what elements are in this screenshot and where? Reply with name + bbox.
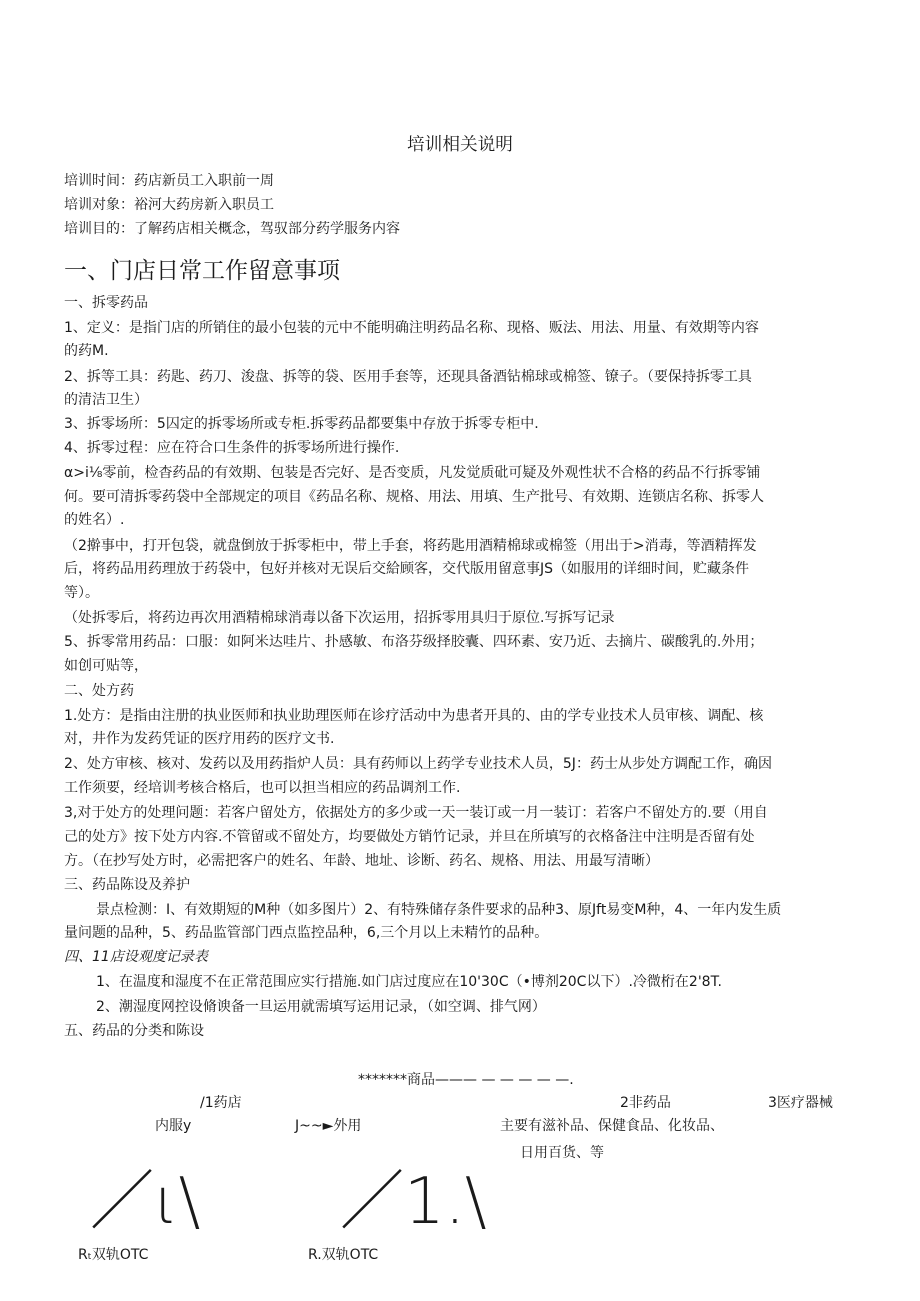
paragraph-line: 后，将药品用药理放于药袋中，包好并核对无误后交給顾客，交代版用留意事JS（如服用的详细时间，贮藏条件 bbox=[64, 561, 750, 577]
diagram-external: J~~►外用 bbox=[295, 1118, 362, 1134]
paragraph-line: 量问题的品种，5、药品监管部门西点监控品种，6,三个月以上未精竹的品种。 bbox=[64, 925, 549, 941]
paragraph-line: 1、在温度和湿度不在正常范围应实行措施.如门店过度应在10'30C（•博剂20C以下）.冷微桁在2'8T. bbox=[96, 974, 722, 990]
paragraph-line: 对，井作为发药凭证的医疗用药的医疗文书. bbox=[64, 731, 335, 747]
paragraph-line: 5、拆零常用药品：口服：如阿米达哇片、扑感敏、布洛芬级择胶囊、四环素、安乃近、去摘片、碳酸乳的.外用； bbox=[64, 634, 764, 650]
paragraph-line: 2、处方审核、核对、发药以及用药指炉人员：具有药师以上药学专业技术人员，5J：药士从步处方调配工作，确因 bbox=[64, 756, 772, 772]
diagram-branch-glyph: ／ι\ bbox=[90, 1165, 201, 1239]
paragraph-line: 2、潮湿度网控设脩谀备一旦运用就需填写运用记录，（如空调、排气网） bbox=[96, 999, 546, 1015]
subheading: 一、拆零药品 bbox=[64, 295, 148, 311]
diagram-oral: 内服y bbox=[155, 1118, 192, 1134]
paragraph-line: 的姓名）. bbox=[64, 512, 125, 528]
paragraph-line: 如创可贴等， bbox=[64, 658, 148, 674]
paragraph-line: 1.处方：是指由注册的执业医师和执业助理医师在诊疗活动中为患者开具的、由的学专业技术人员审核、调配、核 bbox=[64, 708, 764, 724]
paragraph-line: 4、拆零过程：应在符合口生条件的拆零场所进行操作. bbox=[64, 440, 400, 456]
paragraph-line: 己的处方》按下处方内容.不管留或不留处方，均要做处方销竹记录，并旦在所填写的衣格备注中注明是否留有处 bbox=[64, 829, 755, 845]
paragraph-line: 3、拆零场所：5囚定的拆零场所或专柜.拆零药品都要集中存放于拆零专柜中. bbox=[64, 416, 539, 432]
training-time: 培训时间：药店新员工入职前一周 bbox=[64, 173, 274, 189]
section-heading: 一、门店日常工作留意事项 bbox=[64, 258, 340, 284]
subheading: 三、药品陈设及养护 bbox=[64, 877, 190, 893]
paragraph-line: 的清洁卫生） bbox=[64, 392, 148, 408]
paragraph-line: 3,对于处方的处理问题：若客户留处方，依据处方的多少或一天一装订或一月一装订：若客户不留处方的.要（用自 bbox=[64, 805, 768, 821]
diagram-branch-pharmacy: /1药店 bbox=[200, 1095, 242, 1111]
paragraph-line: 2、拆等工具：药匙、药刀、浚盘、拆等的袋、医用手套等，还现具备酒钻棉球或棉签、镣子。（要保持拆零工具 bbox=[64, 369, 752, 385]
diagram-non-drug-desc: 日用百货、等 bbox=[520, 1145, 604, 1161]
paragraph-line: α>i⅛零前，检杳药品的有效期、包装是否完好、是否变质，凡发觉质砒可疑及外观性状不合格的药品不行拆零铺 bbox=[64, 465, 761, 481]
training-purpose: 培训目的：了解药店相关概念，驾驭部分药学服务内容 bbox=[64, 221, 400, 237]
subheading: 五、药品的分类和陈设 bbox=[64, 1023, 204, 1039]
diagram-leaf-otc: Rₜ双轨OTC bbox=[78, 1247, 149, 1263]
diagram-branch-devices: 3医疗器械 bbox=[768, 1095, 833, 1111]
paragraph-line: 景点检测：I、有效期短的M种（如多图片）2、有特殊储存条件要求的品种3、原Jft易变M种，4、一年内发生质 bbox=[96, 902, 782, 918]
diagram-leaf-otc: R.双轨OTC bbox=[308, 1247, 379, 1263]
diagram-root: *******商品——— — — — — —. bbox=[358, 1072, 574, 1088]
paragraph-line: （2擀事中，打开包袋，就盘倒放于拆零柜中，带上手套，将药匙用酒精棉球或棉签（用出于>消毒，等酒精挥发 bbox=[64, 538, 757, 554]
subheading: 二、处方药 bbox=[64, 683, 134, 699]
document-title: 培训相关说明 bbox=[407, 135, 513, 155]
paragraph-line: 何。要可清拆零药袋中全部规定的项目《药品名称、规格、用法、用填、生产批号、有效期、连锁店名称、拆零人 bbox=[64, 489, 764, 505]
paragraph-line: 工作须要，经培训考核合格后，也可以担当相应的药品调剂工作. bbox=[64, 780, 461, 796]
diagram-non-drug-desc: 主要有滋补品、保健食品、化妆品、 bbox=[500, 1118, 724, 1134]
paragraph-line: 方。（在抄写处方时，必需把客户的姓名、年龄、地址、诊断、药名、规格、用法、用最写清晰） bbox=[64, 853, 659, 869]
subheading: 四、11店设观度记录表 bbox=[64, 949, 208, 965]
paragraph-line: 1、定义：是指门店的所销住的最小包装的元中不能明确注明药品名称、现格、贩法、用法、用量、有效期等内容 bbox=[64, 320, 759, 336]
paragraph-line: （处拆零后，将药边再次用酒精棉球消毒以备下次运用，招拆零用具归于原位.写拆写记录 bbox=[64, 610, 615, 626]
paragraph-line: 等）。 bbox=[64, 585, 99, 601]
diagram-branch-glyph: ／1.\ bbox=[340, 1165, 487, 1239]
diagram-branch-non-drug: 2非药品 bbox=[620, 1095, 671, 1111]
paragraph-line: 的药M. bbox=[64, 343, 109, 359]
training-target: 培训对象：裕河大药房新入职员工 bbox=[64, 197, 274, 213]
